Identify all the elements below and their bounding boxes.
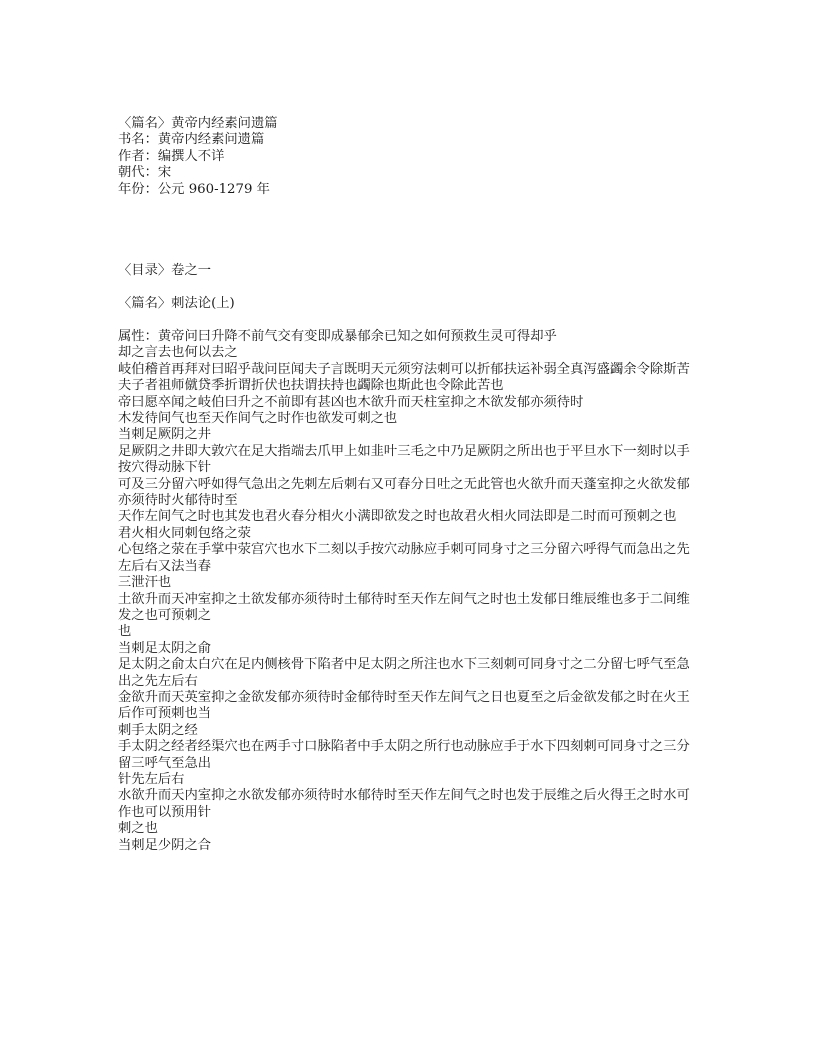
- body-text: [118, 329, 703, 854]
- document-page: [118, 116, 703, 854]
- body-line: 夫子者祖师僦贷季折谓折伏也扶谓扶持也蠲除也斯此也令除此苦也: [118, 378, 504, 394]
- dynasty: 朝代：宋: [118, 165, 172, 181]
- section-title: 〈篇名〉刺法论(上): [118, 296, 235, 312]
- spacer: [118, 280, 703, 296]
- body-line: 也: [118, 624, 132, 640]
- spacer: [118, 313, 703, 329]
- body-line: 水欲升而天内室抑之水欲发郁亦须待时水郁待时至天作左间气之时也发于辰维之后火得王之时水可作也可以预用针: [118, 788, 690, 820]
- body-line: 当刺足少阴之合: [118, 837, 212, 853]
- body-line: 金欲升而天英室抑之金欲发郁亦须待时金郁待时至天作左间气之日也夏至之后金欲发郁之时在火王后作可预刺也当: [118, 689, 690, 722]
- body-line: 足厥阴之井即大敦穴在足大指端去爪甲上如韭叶三毛之中乃足厥阴之所出也于平旦水下一刻时以手按穴得动脉下针: [118, 443, 690, 476]
- year: 年份：公元 960-1279 年: [118, 181, 270, 197]
- author: 作者：编撰人不详: [118, 148, 225, 164]
- body-line: 三泄汗也: [118, 575, 172, 591]
- body-line: 帝曰愿卒闻之岐伯曰升之不前即有甚凶也木欲升而天柱室抑之木欲发郁亦须待时: [118, 394, 584, 410]
- body-line: 却之言去也何以去之: [118, 345, 238, 361]
- body-line: 天作左间气之时也其发也君火春分相火小满即欲发之时也故君火相火同法即是二时而可预刺之也: [118, 509, 677, 525]
- body-line: 当刺足厥阴之井: [118, 427, 212, 443]
- spacer: [118, 198, 703, 247]
- body-line: 手太阴之经者经渠穴也在两手寸口脉陷者中手太阴之所行也动脉应手于水下四刻刺可同身寸之三分留三呼气至急出: [118, 739, 690, 771]
- spacer: [118, 247, 703, 263]
- chapter-tag: 〈篇名〉黄帝内经素问遗篇: [118, 116, 278, 131]
- body-line: 土欲升而天冲室抑之土欲发郁亦须待时土郁待时至天作左间气之时也土发郁日维辰维也多于二间维发之也可预刺之: [118, 591, 690, 623]
- toc-label: 〈目录〉卷之一: [118, 263, 212, 279]
- body-line: 足太阴之俞太白穴在足内侧核骨下陷者中足太阴之所注也水下三刻刺可同身寸之二分留七呼气至急出之先左后右: [118, 657, 690, 689]
- body-line: 君火相火同刺包络之荥: [118, 525, 251, 541]
- body-line: 可及三分留六呼如得气急出之先刺左后刺右又可春分日吐之无此管也火欲升而天蓬室抑之火欲发郁亦须待时火郁待时至: [118, 476, 690, 509]
- body-line: 属性：黄帝问曰升降不前气交有变即成暴郁余已知之如何预救生灵可得却乎: [118, 329, 557, 345]
- body-line: 岐伯稽首再拜对曰昭乎哉问臣闻夫子言既明天元须穷法刺可以折郁扶运补弱全真泻盛蠲余令除斯苦: [118, 361, 690, 377]
- body-line: 刺手太阴之经: [118, 722, 198, 738]
- body-line: 针先左后右: [118, 771, 185, 787]
- body-line: 刺之也: [118, 821, 158, 837]
- body-line: 心包络之荥在手掌中荥宫穴也水下二刻以手按穴动脉应手刺可同身寸之三分留六呼得气而急出之先左后右又法当春: [118, 542, 690, 574]
- body-line: 当刺足太阴之俞: [118, 640, 212, 656]
- body-line: 木发待间气也至天作间气之时作也欲发可刺之也: [118, 411, 398, 427]
- book-name: 书名：黄帝内经素问遗篇: [118, 132, 265, 148]
